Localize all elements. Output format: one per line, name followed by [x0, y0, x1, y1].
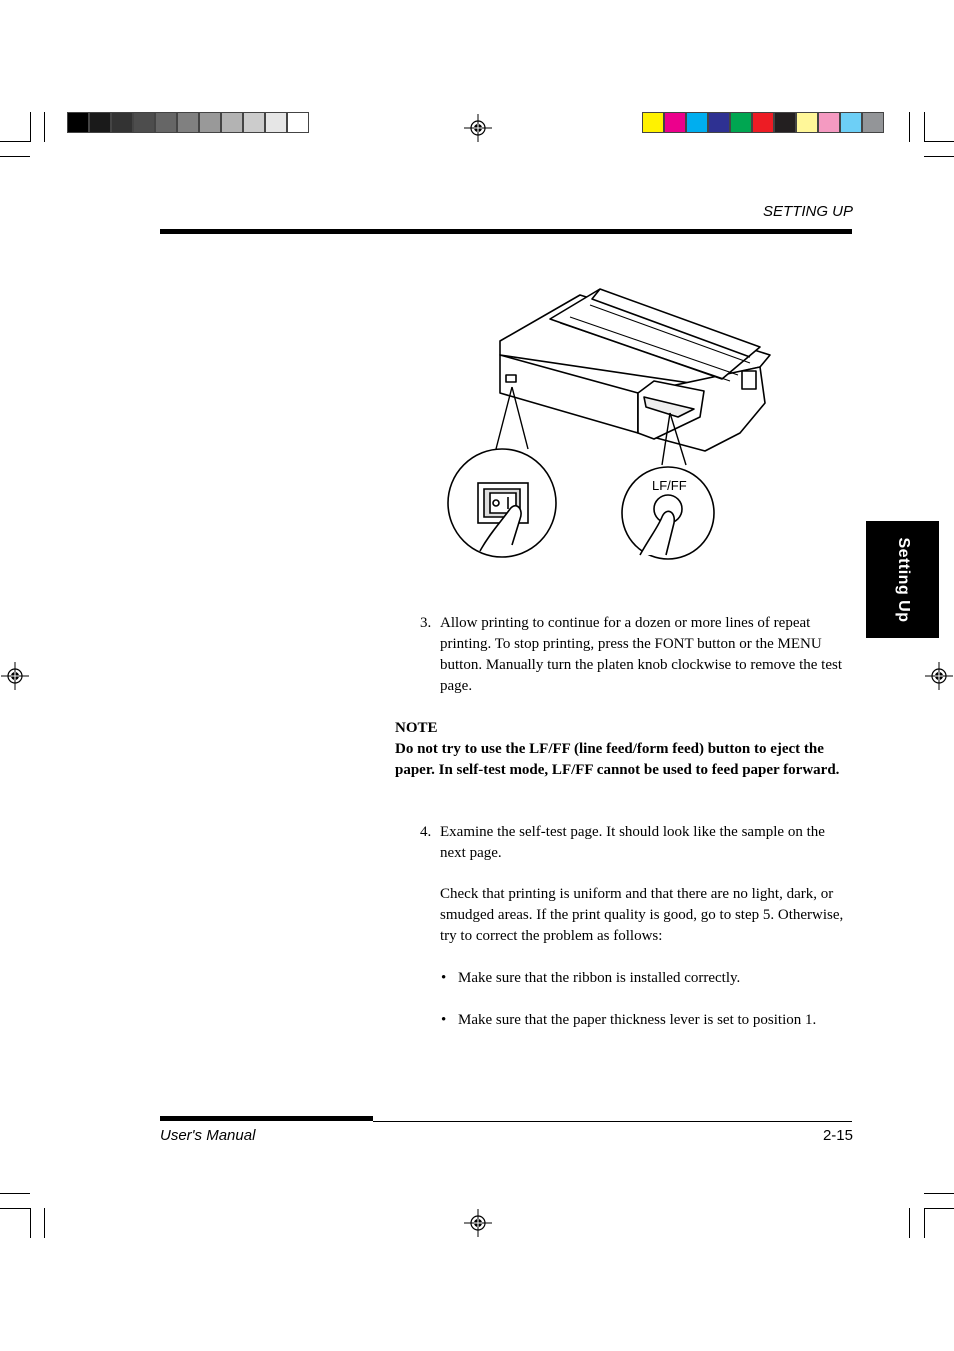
section-header-title: SETTING UP: [762, 203, 853, 220]
lf-ff-button-label: LF/FF: [652, 478, 687, 493]
color-swatch: [862, 112, 884, 133]
color-swatch: [287, 112, 309, 133]
color-swatch: [708, 112, 730, 133]
printer-illustration: [440, 283, 780, 565]
registration-mark-right-icon: [925, 662, 953, 690]
chapter-side-tab: [866, 521, 939, 638]
chapter-side-tab-label: Setting Up: [894, 537, 912, 622]
bullet-icon: •: [441, 1012, 447, 1028]
color-swatch: [840, 112, 862, 133]
bullet-icon: •: [441, 970, 447, 986]
color-swatch: [243, 112, 265, 133]
color-swatch: [111, 112, 133, 133]
footer-page-number: 2-15: [822, 1127, 853, 1144]
color-swatch: [796, 112, 818, 133]
note-heading: NOTE: [395, 720, 438, 736]
color-swatch: [155, 112, 177, 133]
color-swatch: [818, 112, 840, 133]
step-3-number: 3.: [420, 615, 432, 631]
registration-mark-bottom-icon: [464, 1209, 492, 1237]
color-swatch: [642, 112, 664, 133]
color-swatch: [265, 112, 287, 133]
step-4-paragraph: Check that printing is uniform and that there are no light, dark, or smudged areas. If the print quality is good, go to step 5. Otherwise, try to correct the problem as follows:: [440, 886, 844, 944]
color-swatch: [221, 112, 243, 133]
note-text: Do not try to use the LF/FF (line feed/form feed) button to eject the paper. In self-test mode, LF/FF cannot be used to feed paper forward.: [395, 741, 840, 778]
color-swatch: [67, 112, 89, 133]
color-swatch: [89, 112, 111, 133]
footer-rule-thin: [373, 1121, 852, 1122]
footer-manual-title: User's Manual: [160, 1127, 256, 1144]
step-4-text: Examine the self-test page. It should look like the sample on the next page.: [440, 824, 825, 861]
color-swatch: [774, 112, 796, 133]
footer-rule-thick: [160, 1116, 373, 1121]
step-4-number: 4.: [420, 824, 432, 840]
list-item-text: Make sure that the paper thickness lever is set to position 1.: [458, 1012, 817, 1028]
registration-mark-top-icon: [464, 114, 492, 142]
color-swatch: [686, 112, 708, 133]
color-swatch: [752, 112, 774, 133]
registration-mark-left-icon: [1, 662, 29, 690]
list-item-text: Make sure that the ribbon is installed correctly.: [458, 970, 741, 986]
step-3-text: Allow printing to continue for a dozen or more lines of repeat printing. To stop printing, press the FONT button or the MENU button. Manually turn the platen knob clockwise to remove the test page.: [440, 615, 842, 694]
header-rule: [160, 229, 852, 234]
power-switch-callout: [448, 449, 556, 557]
color-swatch: [177, 112, 199, 133]
color-swatch: [133, 112, 155, 133]
color-swatch: [730, 112, 752, 133]
color-swatch: [664, 112, 686, 133]
color-swatch: [199, 112, 221, 133]
